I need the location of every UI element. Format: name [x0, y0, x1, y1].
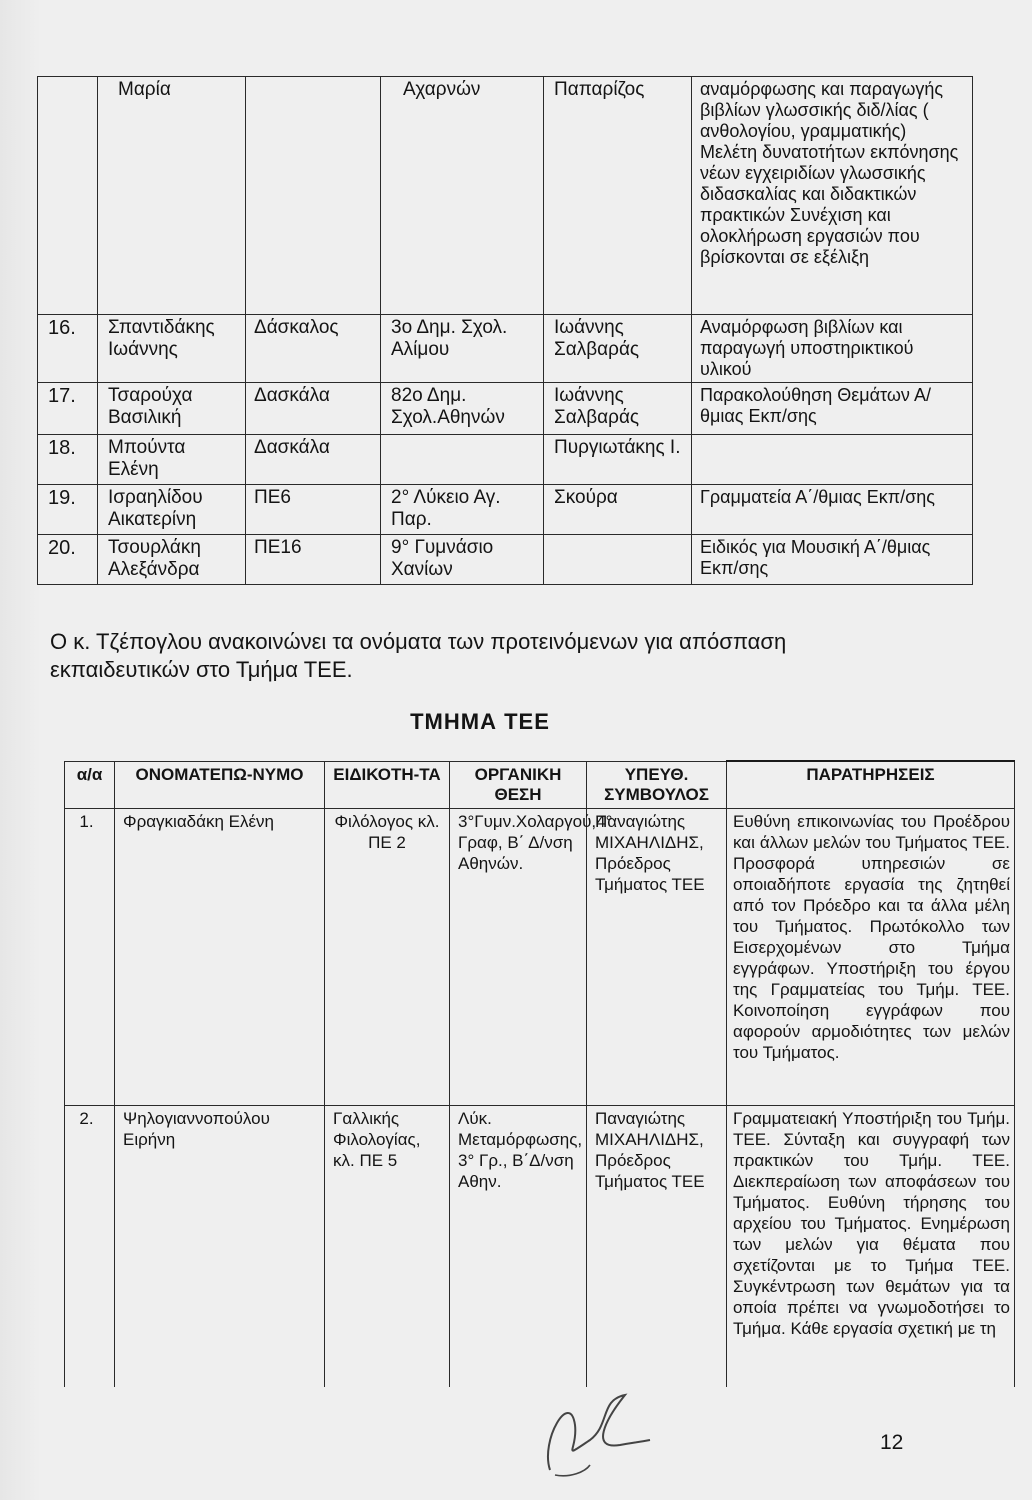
row-school [381, 77, 544, 315]
row-name-text: Μαρία [118, 79, 171, 100]
announcement-paragraph: Ο κ. Τζέπογλου ανακοινώνει τα ονόματα των προτεινόμενων για απόσπαση εκπαιδευτικών στο Τμήμα ΤΕΕ. [50, 629, 787, 682]
table-row [38, 315, 973, 383]
header-num: α/α [65, 761, 115, 808]
header-row [65, 761, 1015, 808]
row-notes: Παρακολούθηση Θεμάτων Α/θμιας Εκπ/σης [692, 383, 973, 435]
row-advisor: Ιωάννης Σαλβαράς [544, 315, 692, 383]
row-name: Τσουρλάκη Αλεξάνδρα [98, 535, 246, 585]
row-advisor: Παπαρίζος [544, 77, 692, 315]
row-name: Φραγκιαδάκη Ελένη [115, 808, 325, 1105]
row-notes: Γραμματειακή Υποστήριξη του Τμήμ. ΤΕΕ. Σύνταξη και συγγραφή των πρακτικών του Τμήμ. ΤΕΕ. Διεκπεραίωση των αποφάσεων του Τμήματος. Ευθύνη τήρησης του αρχείου του Τμήματος. Ενημέρωση των μελών για θέματα που σχετίζονται με το Τμήμα ΤΕΕ. Συγκέντρωση των θεμάτων για τα οποία πρέπει να γνωμοδοτήσει το Τμήμα. Κάθε εργασία σχετική με τη [727, 1105, 1015, 1387]
header-notes: ΠΑΡΑΤΗΡΗΣΕΙΣ [727, 761, 1015, 808]
row-school-text: Αχαρνών [403, 79, 481, 100]
row-name: Ψηλογιαννοπούλου Ειρήνη [115, 1105, 325, 1387]
row-name: Τσαρούχα Βασιλική [98, 383, 246, 435]
row-specialty: ΠΕ16 [246, 535, 381, 585]
row-notes: Αναμόρφωση βιβλίων και παραγωγή υποστηρικτικού υλικού [692, 315, 973, 383]
row-specialty: ΠΕ6 [246, 485, 381, 535]
table-row [38, 485, 973, 535]
section-heading: ΤΜΗΜΑ ΤΕΕ [410, 709, 550, 734]
row-number: 20. [38, 535, 98, 585]
header-advisor: ΥΠΕΥΘ. ΣΥΜΒΟΥΛΟΣ [587, 761, 727, 808]
row-school: 9° Γυμνάσιο Χανίων [381, 535, 544, 585]
header-specialty: ΕΙΔΙΚΟΤΗ-ΤΑ [325, 761, 450, 808]
row-advisor [544, 535, 692, 585]
row-position: Λύκ. Μεταμόρφωσης, 3° Γρ., Β΄Δ/νση Αθην. [450, 1105, 587, 1387]
table-row [38, 435, 973, 485]
row-number: 2. [65, 1105, 115, 1387]
row-number: 1. [65, 808, 115, 1105]
row-number [38, 77, 98, 315]
row-specialty: Γαλλικής Φιλολογίας, κλ. ΠΕ 5 [325, 1105, 450, 1387]
row-specialty: Δασκάλα [246, 383, 381, 435]
staff-table [37, 76, 973, 585]
page-number: 12 [880, 1431, 904, 1454]
row-advisor: Ιωάννης Σαλβαράς [544, 383, 692, 435]
row-school: 82ο Δημ. Σχολ.Αθηνών [381, 383, 544, 435]
table-row [38, 535, 973, 585]
row-advisor: Σκούρα [544, 485, 692, 535]
signature-mark [530, 1380, 660, 1480]
row-specialty: Δασκάλα [246, 435, 381, 485]
table-row [38, 77, 973, 315]
row-school: 2° Λύκειο Αγ. Παρ. [381, 485, 544, 535]
table-row [65, 808, 1015, 1105]
row-notes: Ειδικός για Μουσική Α΄/θμιας Εκπ/σης [692, 535, 973, 585]
row-name: Ισραηλίδου Αικατερίνη [98, 485, 246, 535]
row-advisor: Παναγιώτης ΜΙΧΑΗΛΙΔΗΣ, Πρόεδρος Τμήματος ΤΕΕ [587, 808, 727, 1105]
row-name [98, 77, 246, 315]
header-name: ΟΝΟΜΑΤΕΠΩ-ΝΥΜΟ [115, 761, 325, 808]
row-specialty [246, 77, 381, 315]
table-row [65, 1105, 1015, 1387]
row-notes: αναμόρφωσης και παραγωγής βιβλίων γλωσσικής διδ/λίας ( ανθολογίου, γραμματικής) Μελέτη δυνατοτήτων εκπόνησης νέων εγχειριδίων γλωσσικής διδασκαλίας και διδακτικών πρακτικών Συνέχιση και ολοκλήρωση εργασιών που βρίσκονται σε εξέλιξη [692, 77, 973, 315]
row-notes: Γραμματεία Α΄/θμιας Εκπ/σης [692, 485, 973, 535]
row-notes: Ευθύνη επικοινωνίας του Προέδρου και άλλων μελών του Τμήματος ΤΕΕ. Προσφορά υπηρεσιών σε οποιαδήποτε εργασία της ζητηθεί από τον Πρόεδρο και τα άλλα μέλη του Τμήματος. Πρωτόκολλο των Εισερχομένων στο Τμήμα εγγράφων. Υποστήριξη του έργου της Γραμματείας του Τμήμ. ΤΕΕ. Κοινοποίηση εγγράφων που αφορούν αρμοδιότητες των μελών του Τμήματος. [727, 808, 1015, 1105]
row-name: Σπαντιδάκης Ιωάννης [98, 315, 246, 383]
row-specialty: Φιλόλογος κλ. ΠΕ 2 [325, 808, 450, 1105]
row-number: 18. [38, 435, 98, 485]
table-row [38, 383, 973, 435]
tee-table [64, 760, 1015, 1387]
row-school [381, 435, 544, 485]
row-number: 19. [38, 485, 98, 535]
row-specialty: Δάσκαλος [246, 315, 381, 383]
row-advisor: Πυργιωτάκης Ι. [544, 435, 692, 485]
row-number: 17. [38, 383, 98, 435]
row-position: 3°Γυμν.Χολαργού,4° Γραφ, Β΄ Δ/νση Αθηνών. [450, 808, 587, 1105]
row-name: Μπούντα Ελένη [98, 435, 246, 485]
header-position: ΟΡΓΑΝΙΚΗ ΘΕΣΗ [450, 761, 587, 808]
row-notes [692, 435, 973, 485]
row-advisor: Παναγιώτης ΜΙΧΑΗΛΙΔΗΣ, Πρόεδρος Τμήματος ΤΕΕ [587, 1105, 727, 1387]
row-school: 3ο Δημ. Σχολ. Αλίμου [381, 315, 544, 383]
row-number: 16. [38, 315, 98, 383]
